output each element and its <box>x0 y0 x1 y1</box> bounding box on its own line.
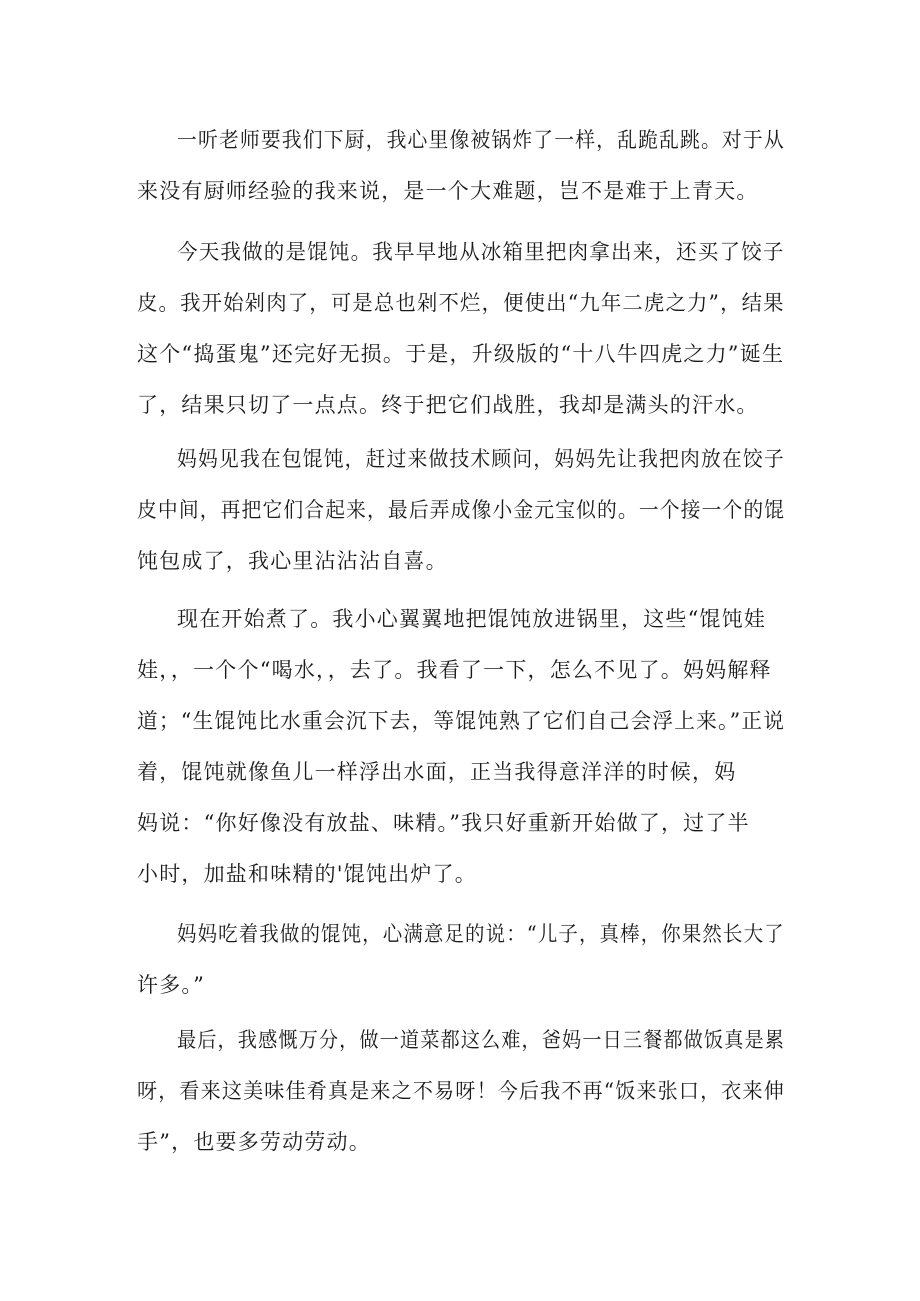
paragraph-1-line-2: 来没有厨师经验的我来说，是一个大难题，岂不是难于上青天。 <box>137 179 759 203</box>
paragraph-6-line-1: 最后，我感慨万分，做一道菜都这么难，爸妈一日三餐都做饭真是累 <box>177 1028 785 1052</box>
paragraph-4-line-6: 小时，加盐和味精的'馄饨出炉了。 <box>137 862 477 886</box>
paragraph-2-line-1: 今天我做的是馄饨。我早早地从冰箱里把肉拿出来，还买了饺子 <box>177 240 785 264</box>
paragraph-4-line-2: 娃，，一个个“喝水，，去了。我看了一下，怎么不见了。妈妈解释 <box>137 658 772 682</box>
paragraph-1-line-1: 一听老师要我们下厨，我心里像被锅炸了一样，乱跪乱跳。对于从 <box>177 128 785 152</box>
paragraph-3-line-1: 妈妈见我在包馄饨，赶过来做技术顾问，妈妈先让我把肉放在饺子 <box>177 447 785 471</box>
paragraph-4-line-5: 妈说：“你好像没有放盐、味精。”我只好重新开始做了，过了半 <box>137 811 750 835</box>
paragraph-3-line-2: 皮中间，再把它们合起来，最后弄成像小金元宝似的。一个接一个的馄 <box>137 498 786 522</box>
paragraph-6-line-3: 手”，也要多劳动劳动。 <box>137 1130 371 1154</box>
paragraph-3-line-3: 饨包成了，我心里沾沾沾自喜。 <box>137 549 448 573</box>
paragraph-5-line-2: 许多。” <box>137 973 206 997</box>
paragraph-4-line-1: 现在开始煮了。我小心翼翼地把馄饨放进锅里，这些“馄饨娃 <box>177 607 767 631</box>
paragraph-5-line-1: 妈妈吃着我做的馄饨，心满意足的说：“儿子，真棒，你果然长大了 <box>177 922 785 946</box>
paragraph-4-line-3: 道；“生馄饨比水重会沉下去，等馄饨熟了它们自己会浮上来。”正说 <box>137 709 786 733</box>
paragraph-2-line-4: 了，结果只切了一点点。终于把它们战胜，我却是满头的汗水。 <box>137 393 759 417</box>
paragraph-4-line-4: 着，馄饨就像鱼儿一样浮出水面，正当我得意洋洋的时候，妈 <box>137 760 737 784</box>
paragraph-2-line-3: 这个“捣蛋鬼”还完好无损。于是，升级版的“十八牛四虎之力”诞生 <box>137 342 785 366</box>
paragraph-2-line-2: 皮。我开始剁肉了，可是总也剁不烂，便使出“九年二虎之力”，结果 <box>137 291 785 315</box>
paragraph-6-line-2: 呀，看来这美味佳肴真是来之不易呀！今后我不再“饭来张口，衣来伸 <box>137 1079 785 1103</box>
